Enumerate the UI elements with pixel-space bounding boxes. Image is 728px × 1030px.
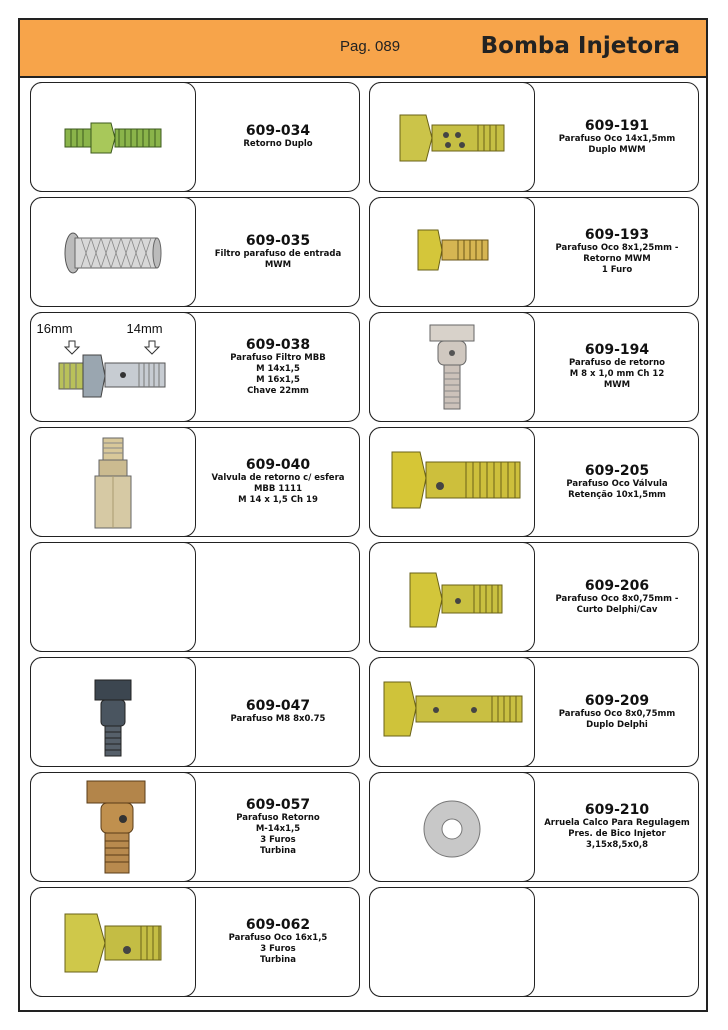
hollow-bolt-double-icon bbox=[370, 83, 535, 192]
product-description: Parafuso Oco 8x1,25mm - Retorno MWM 1 Furo bbox=[555, 243, 679, 275]
hollow-bolt-large-icon bbox=[31, 888, 196, 997]
product-image-box bbox=[369, 82, 535, 192]
product-card[interactable] bbox=[30, 197, 360, 307]
product-image-box bbox=[30, 82, 196, 192]
long-hollow-bolt-icon bbox=[370, 658, 535, 767]
product-code: 609-062 bbox=[245, 917, 311, 933]
product-code: 609-193 bbox=[584, 227, 650, 243]
product-image-box bbox=[30, 887, 196, 997]
dimension-label-right: 14mm bbox=[126, 320, 163, 336]
product-image-box bbox=[369, 427, 535, 537]
hollow-bolt-small-icon bbox=[370, 198, 535, 307]
product-card[interactable] bbox=[369, 427, 699, 537]
product-image-box bbox=[369, 197, 535, 307]
banjo-bolt-copper-icon bbox=[31, 773, 196, 882]
short-hollow-bolt-icon bbox=[370, 543, 535, 652]
check-valve-bolt-icon bbox=[370, 428, 535, 537]
product-image-box bbox=[369, 542, 535, 652]
product-image-box bbox=[30, 657, 196, 767]
product-code: 609-205 bbox=[584, 462, 650, 479]
product-card[interactable] bbox=[30, 312, 360, 422]
product-image-box bbox=[369, 312, 535, 422]
product-code: 609-210 bbox=[584, 802, 650, 818]
product-image-box bbox=[30, 197, 196, 307]
product-code: 609-057 bbox=[245, 796, 311, 813]
product-card[interactable] bbox=[369, 197, 699, 307]
product-image-box bbox=[30, 542, 196, 652]
page-header bbox=[20, 20, 706, 78]
product-description: Parafuso Oco 8x0,75mm Duplo Delphi bbox=[558, 708, 676, 730]
filter-bolt-icon bbox=[31, 313, 196, 422]
product-description: Parafuso M8 8x0.75 bbox=[230, 714, 326, 724]
product-image-box bbox=[30, 427, 196, 537]
product-card[interactable] bbox=[30, 772, 360, 882]
product-card[interactable] bbox=[30, 82, 360, 192]
product-code: 609-040 bbox=[245, 457, 311, 473]
return-valve-icon bbox=[31, 428, 196, 537]
product-card[interactable] bbox=[369, 772, 699, 882]
product-description: Valvula de retorno c/ esfera MBB 1111 M 14 x 1,5 Ch 19 bbox=[211, 473, 345, 505]
filter-screw-icon bbox=[31, 198, 196, 307]
product-code: 609-038 bbox=[245, 336, 311, 353]
product-image-box bbox=[30, 772, 196, 882]
return-bolt-icon bbox=[370, 313, 535, 422]
product-image-box bbox=[369, 887, 535, 997]
product-description: Parafuso Oco Válvula Retenção 10x1,5mm bbox=[566, 478, 668, 500]
product-description: Parafuso Oco 16x1,5 3 Furos Turbina bbox=[228, 933, 328, 965]
product-code: 609-034 bbox=[245, 123, 311, 139]
product-code: 609-194 bbox=[584, 342, 650, 358]
product-card-empty bbox=[369, 887, 699, 997]
product-description: Parafuso de retorno M 8 x 1,0 mm Ch 12 MWM bbox=[568, 358, 666, 390]
product-description: Parafuso Oco 14x1,5mm Duplo MWM bbox=[558, 133, 676, 155]
washer-icon bbox=[370, 773, 535, 882]
page-number: Pag. 089 bbox=[340, 38, 401, 55]
product-image-box bbox=[369, 657, 535, 767]
product-card[interactable] bbox=[30, 427, 360, 537]
product-card[interactable] bbox=[369, 657, 699, 767]
product-image-box bbox=[30, 312, 196, 422]
product-code: 609-047 bbox=[245, 698, 311, 714]
double-return-fitting-icon bbox=[31, 83, 196, 192]
product-description: Filtro parafuso de entrada MWM bbox=[214, 248, 342, 270]
product-description: Retorno Duplo bbox=[243, 139, 313, 149]
product-code: 609-206 bbox=[584, 577, 650, 594]
product-card-empty bbox=[30, 542, 360, 652]
product-image-box bbox=[369, 772, 535, 882]
product-code: 609-209 bbox=[584, 692, 650, 709]
dimension-label-left: 16mm bbox=[36, 320, 73, 336]
page-frame bbox=[18, 18, 708, 1012]
page-title: Bomba Injetora bbox=[480, 33, 680, 59]
product-description: Parafuso Retorno M-14x1,5 3 Furos Turbina bbox=[236, 812, 320, 856]
product-description: Parafuso Filtro MBB M 14x1,5 M 16x1,5 Chave 22mm bbox=[230, 352, 326, 396]
product-description: Parafuso Oco 8x0,75mm - Curto Delphi/Cav bbox=[555, 593, 679, 615]
product-description: Arruela Calco Para Regulagem Pres. de Bico Injetor 3,15x8,5x0,8 bbox=[544, 818, 690, 850]
product-card[interactable] bbox=[369, 542, 699, 652]
product-card[interactable] bbox=[369, 312, 699, 422]
product-code: 609-035 bbox=[245, 232, 311, 249]
product-code: 609-191 bbox=[584, 117, 650, 134]
product-card[interactable] bbox=[30, 887, 360, 997]
product-card[interactable] bbox=[30, 657, 360, 767]
product-card[interactable] bbox=[369, 82, 699, 192]
banjo-bolt-dark-icon bbox=[31, 658, 196, 767]
